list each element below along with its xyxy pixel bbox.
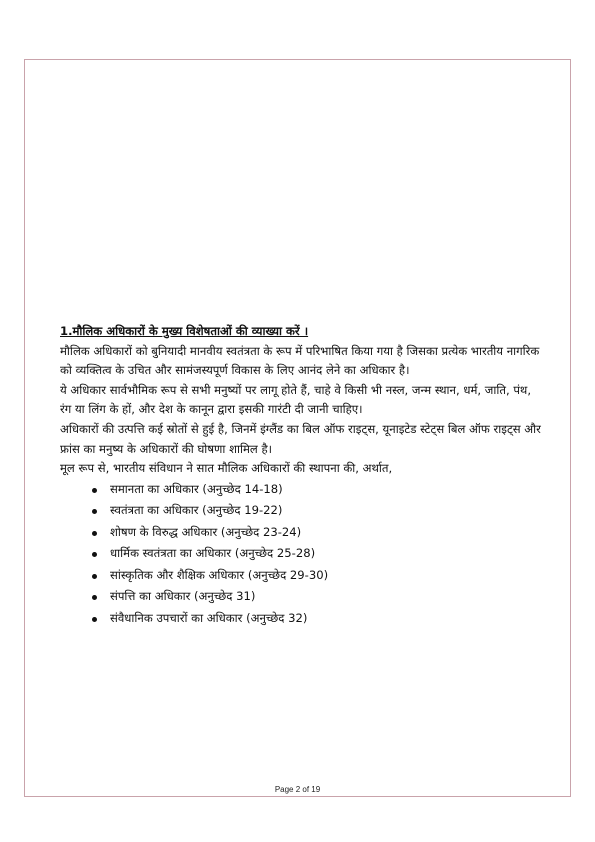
bullet-icon <box>92 531 97 536</box>
bullet-icon <box>92 509 97 514</box>
list-item <box>92 543 542 565</box>
list-item-text: समानता का अधिकार (अनुच्छेद 14-18) <box>110 481 283 496</box>
rights-list <box>60 479 542 630</box>
bullet-icon <box>92 574 97 579</box>
list-item <box>92 522 542 544</box>
bullet-icon <box>92 595 97 600</box>
list-item-text: सांस्कृतिक और शैक्षिक अधिकार (अनुच्छेद 29-30) <box>110 567 329 582</box>
list-item-text: स्वतंत्रता का अधिकार (अनुच्छेद 19-22) <box>110 503 283 518</box>
list-item-text: शोषण के विरुद्ध अधिकार (अनुच्छेद 23-24) <box>110 524 302 539</box>
paragraph-universality: ये अधिकार सार्वभौमिक रूप से सभी मनुष्यों पर लागू होते हैं, चाहे वे किसी भी नस्ल, जन्म स्थान, धर्म, जाति, पंथ, रंग या लिंग के हों, और देश के कानून द्वारा इसकी गारंटी दी जानी चाहिए। <box>60 382 532 417</box>
list-item <box>92 586 542 608</box>
question-heading: 1.मौलिक अधिकारों के मुख्य विशेषताओं की व्याख्या करें । <box>60 324 309 338</box>
bullet-icon <box>92 488 97 493</box>
list-item <box>92 608 542 630</box>
bullet-icon <box>92 552 97 557</box>
page-number: Page 2 of 19 <box>274 785 321 794</box>
list-item <box>92 500 542 522</box>
paragraph-origin: अधिकारों की उत्पत्ति कई स्रोतों से हुई है, जिनमें इंग्लैंड का बिल ऑफ राइट्स, यूनाइटेड स्टेट्स बिल ऑफ राइट्स और फ्रांस का मनुष्य के अधिकारों की घोषणा शामिल है। <box>60 421 541 456</box>
bullet-icon <box>92 617 97 622</box>
list-item-text: धार्मिक स्वतंत्रता का अधिकार (अनुच्छेद 25-28) <box>110 546 316 561</box>
paragraph-definition: मौलिक अधिकारों को बुनियादी मानवीय स्वतंत्रता के रूप में परिभाषित किया गया है जिसका प्रत्येक भारतीय नागरिक को व्यक्तित्व के उचित और सामंजस्यपूर्ण विकास के लिए आनंद लेने का अधिकार है। <box>60 343 540 378</box>
list-item-text: संवैधानिक उपचारों का अधिकार (अनुच्छेद 32) <box>110 610 308 625</box>
document-body <box>60 322 542 629</box>
list-item <box>92 565 542 587</box>
list-item-text: संपत्ति का अधिकार (अनुच्छेद 31) <box>110 589 256 604</box>
list-item <box>92 479 542 501</box>
paragraph-seven-rights: मूल रूप से, भारतीय संविधान ने सात मौलिक अधिकारों की स्थापना की, अर्थात, <box>60 461 393 476</box>
